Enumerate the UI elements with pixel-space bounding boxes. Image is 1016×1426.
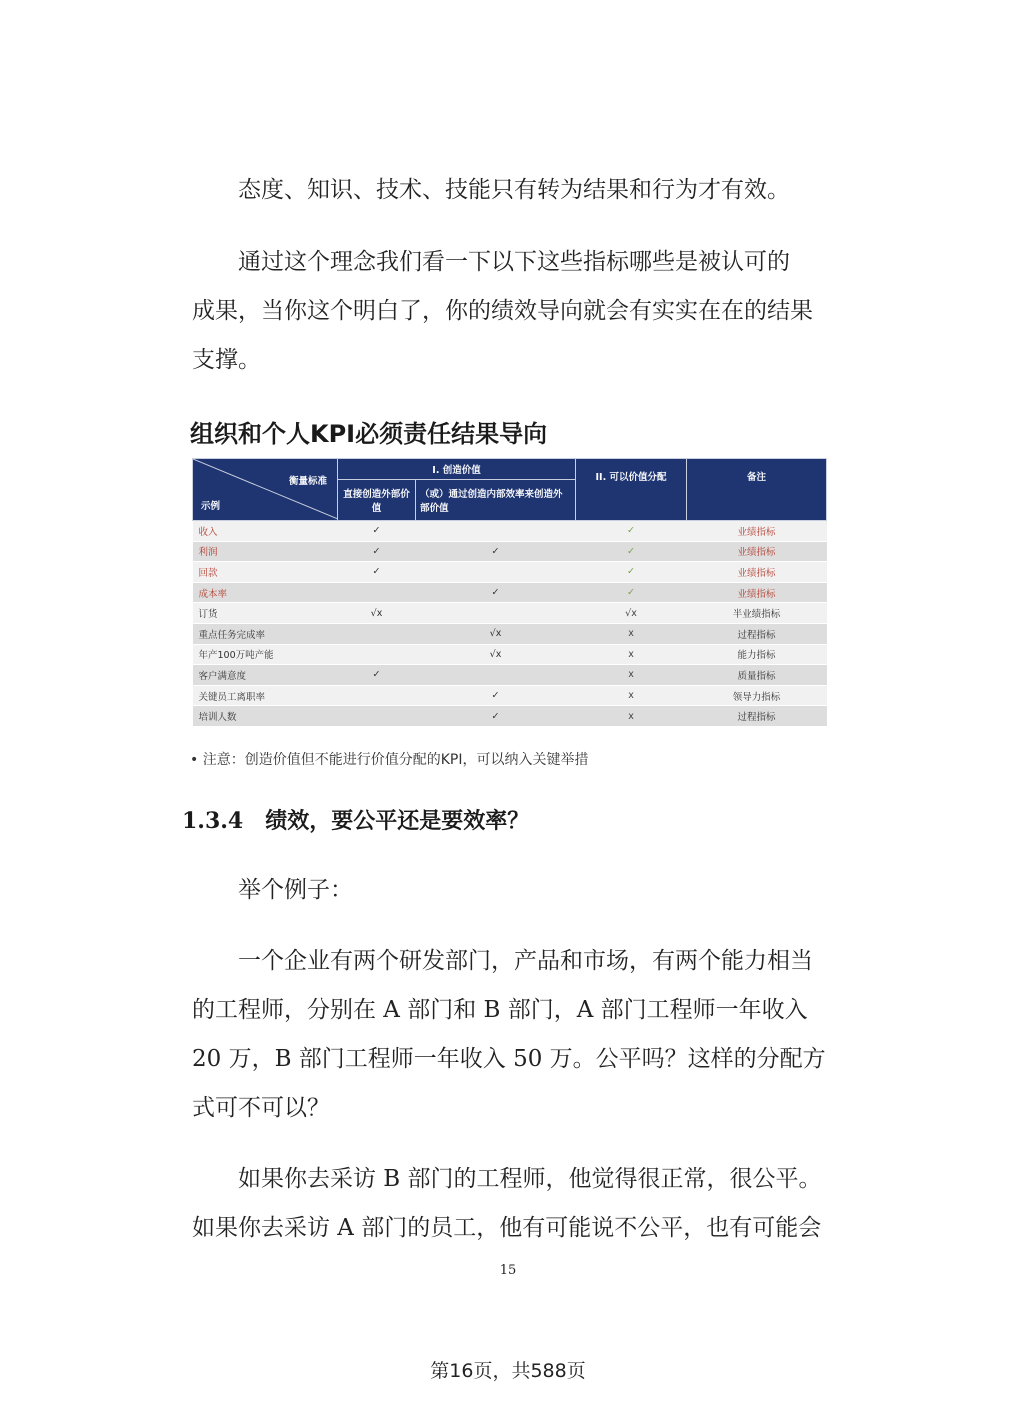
figure-title: 组织和个人KPI必须责任结果导向: [190, 420, 548, 448]
table-row: [193, 665, 827, 686]
corner-bottom-label: 示例: [201, 501, 221, 512]
page-number: 15: [499, 1263, 517, 1278]
col-remark: 备注: [687, 459, 827, 521]
cell-indirect: ✓: [416, 541, 576, 562]
paragraph-4: [192, 937, 826, 1133]
corner-top-label: 衡量标准: [288, 476, 327, 487]
section-number: 1.3.4: [182, 808, 244, 834]
cell-distribution: x: [576, 623, 687, 644]
cell-remark: 过程指标: [687, 623, 827, 644]
cell-remark: 过程指标: [687, 706, 827, 727]
paragraph-3: [192, 866, 826, 915]
cell-distribution: ✓: [576, 562, 687, 583]
cell-remark: 半业绩指标: [687, 603, 827, 624]
table-row: [193, 623, 827, 644]
kpi-table-body: [193, 521, 827, 727]
kpi-table: [192, 458, 827, 727]
cell-direct: [338, 623, 416, 644]
cell-distribution: x: [576, 644, 687, 665]
cell-indirect: √x: [416, 623, 576, 644]
paragraph-5: [192, 1155, 826, 1253]
row-example: 回款: [193, 562, 338, 583]
cell-direct: ✓: [338, 541, 416, 562]
table-row: [193, 603, 827, 624]
cell-indirect: [416, 665, 576, 686]
text-line: 通过这个理念我们看一下以下这些指标哪些是被认可的: [238, 249, 790, 275]
section-title: 绩效，要公平还是要效率？: [265, 808, 530, 834]
text-line: 一个企业有两个研发部门，产品和市场，有两个能力相当: [238, 948, 813, 974]
cell-direct: [338, 644, 416, 665]
text-line: 如果你去采访 A 部门的员工，他有可能说不公平，也有可能会: [192, 1215, 822, 1241]
section-heading: [182, 804, 529, 835]
cell-remark: 质量指标: [687, 665, 827, 686]
row-example: 客户满意度: [193, 665, 338, 686]
table-row: [193, 685, 827, 706]
text-line: 如果你去采访 B 部门的工程师，他觉得很正常，很公平。: [238, 1166, 822, 1192]
cell-distribution: √x: [576, 603, 687, 624]
row-example: 关键员工离职率: [193, 685, 338, 706]
text-line: 举个例子：: [238, 877, 353, 903]
table-row: [193, 562, 827, 583]
row-example: 成本率: [193, 582, 338, 603]
text-line: 20 万，B 部门工程师一年收入 50 万。公平吗？这样的分配方: [192, 1046, 826, 1072]
cell-distribution: ✓: [576, 541, 687, 562]
cell-indirect: √x: [416, 644, 576, 665]
cell-distribution: ✓: [576, 582, 687, 603]
paragraph-1: [192, 166, 826, 215]
cell-distribution: x: [576, 665, 687, 686]
cell-remark: 业绩指标: [687, 521, 827, 542]
cell-indirect: [416, 603, 576, 624]
text-line: 的工程师，分别在 A 部门和 B 部门，A 部门工程师一年收入: [192, 997, 808, 1023]
cell-indirect: [416, 562, 576, 583]
text-line: 成果，当你这个明白了，你的绩效导向就会有实实在在的结果: [192, 298, 813, 324]
paragraph-2: [192, 238, 826, 385]
table-row: [193, 521, 827, 542]
text-line: 态度、知识、技术、技能只有转为结果和行为才有效。: [238, 177, 790, 203]
cell-remark: 业绩指标: [687, 541, 827, 562]
row-example: 订货: [193, 603, 338, 624]
cell-direct: ✓: [338, 665, 416, 686]
cell-direct: [338, 706, 416, 727]
cell-indirect: ✓: [416, 685, 576, 706]
cell-direct: ✓: [338, 562, 416, 583]
figure-note: • 注意：创造价值但不能进行价值分配的KPI，可以纳入关键举措: [190, 752, 589, 768]
cell-direct: [338, 685, 416, 706]
table-row: [193, 706, 827, 727]
cell-distribution: x: [576, 685, 687, 706]
cell-direct: ✓: [338, 521, 416, 542]
page-footer: 第16页，共588页: [430, 1360, 586, 1382]
corner-header: [193, 459, 338, 521]
row-example: 重点任务完成率: [193, 623, 338, 644]
table-row: [193, 582, 827, 603]
cell-direct: √x: [338, 603, 416, 624]
cell-indirect: ✓: [416, 582, 576, 603]
cell-direct: [338, 582, 416, 603]
row-example: 利润: [193, 541, 338, 562]
row-example: 年产100万吨产能: [193, 644, 338, 665]
col-distribution: II. 可以价值分配: [576, 459, 687, 521]
cell-remark: 业绩指标: [687, 582, 827, 603]
col-direct: 直接创造外部价值: [338, 480, 416, 521]
text-line: 式可不可以？: [192, 1095, 330, 1121]
cell-distribution: ✓: [576, 521, 687, 542]
col-indirect: （或）通过创造内部效率来创造外部价值: [416, 480, 576, 521]
row-example: 培训人数: [193, 706, 338, 727]
cell-remark: 能力指标: [687, 644, 827, 665]
cell-remark: 业绩指标: [687, 562, 827, 583]
cell-distribution: x: [576, 706, 687, 727]
group-create-value: I. 创造价值: [338, 459, 576, 480]
cell-indirect: [416, 521, 576, 542]
row-example: 收入: [193, 521, 338, 542]
table-row: [193, 644, 827, 665]
cell-indirect: ✓: [416, 706, 576, 727]
table-row: [193, 541, 827, 562]
cell-remark: 领导力指标: [687, 685, 827, 706]
text-line: 支撑。: [192, 347, 261, 373]
